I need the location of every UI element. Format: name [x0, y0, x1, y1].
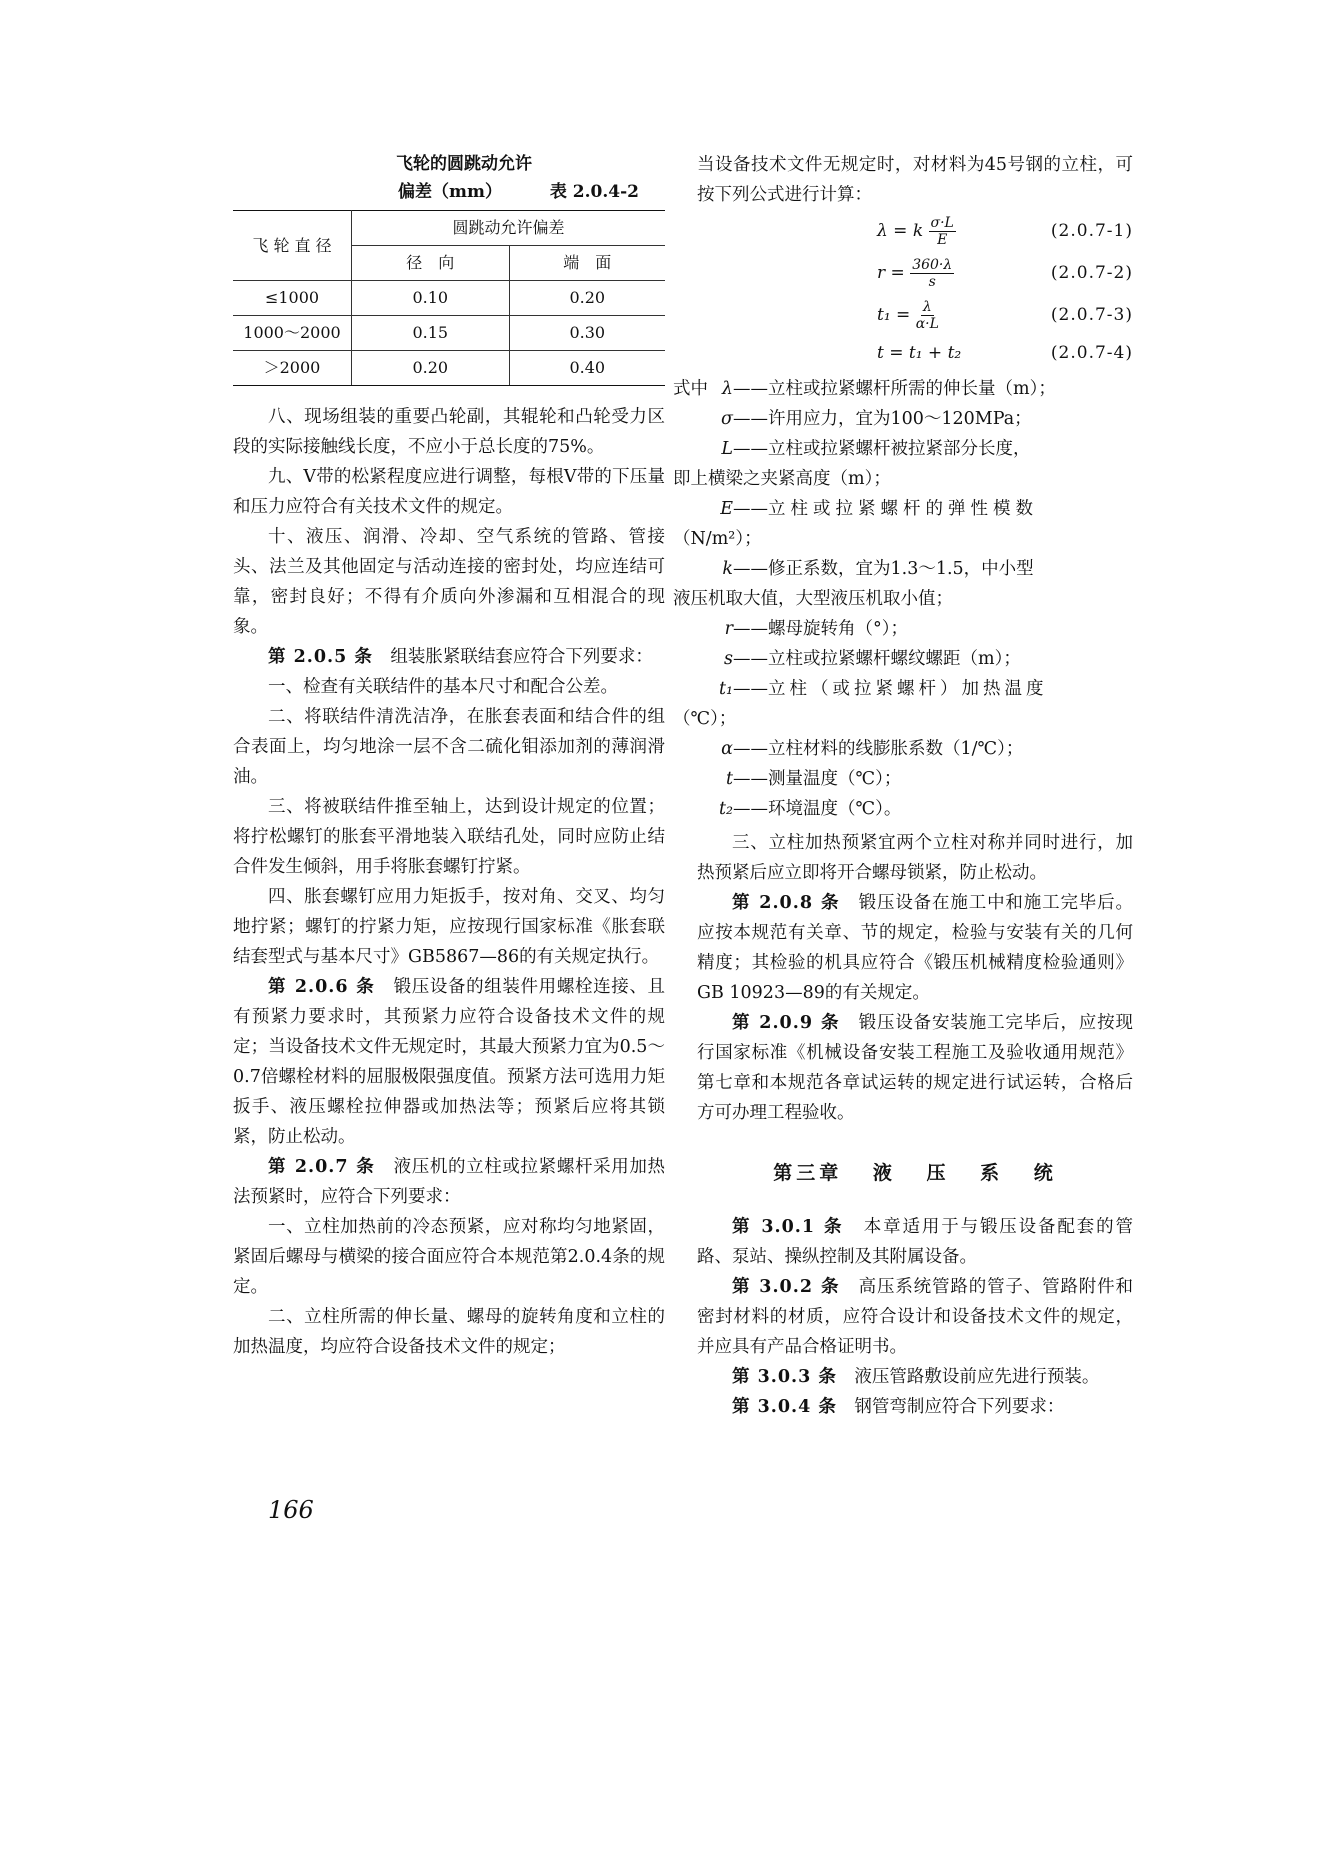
definition-text: 立柱或拉紧螺杆螺纹螺距（m）； — [768, 649, 1021, 669]
article-number: 第 3.0.4 条 — [732, 1397, 837, 1417]
symbol: t — [725, 769, 733, 789]
definition-item: k —— 修正系数，宜为1.3～1.5，中小型 — [673, 554, 1133, 584]
fraction — [910, 257, 954, 290]
article-number: 第 2.0.5 条 — [268, 647, 373, 667]
formula-lhs: r = — [877, 262, 905, 283]
article-number: 第 3.0.3 条 — [732, 1367, 837, 1387]
paragraph: 一、检查有关联结件的基本尺寸和配合公差。 — [268, 677, 618, 697]
table-caption: 飞轮的圆跳动允许 — [396, 154, 532, 174]
formula-number: (2.0.7-3) — [1050, 305, 1133, 325]
header-runout: 圆跳动允许偏差 — [352, 211, 666, 246]
cell-diameter: ＞2000 — [233, 351, 352, 386]
right-column — [673, 150, 1134, 1422]
runout-table — [233, 210, 665, 386]
fraction-numerator: λ — [922, 298, 932, 315]
formula-lhs: λ = k — [877, 220, 924, 241]
formula-number: (2.0.7-2) — [1050, 263, 1133, 283]
definition-item: σ —— 许用应力，宜为100～120MPa； — [673, 404, 1133, 434]
formula-number: (2.0.7-4) — [1050, 343, 1133, 363]
table-row — [233, 316, 665, 351]
table-row — [233, 281, 665, 316]
chapter-heading — [697, 1158, 1133, 1188]
symbol: λ — [721, 379, 733, 399]
definition-text: 立柱或拉紧螺杆被拉紧部分长度， — [768, 439, 1031, 459]
fraction-numerator: σ·L — [930, 214, 954, 231]
paragraph: 二、立柱所需的伸长量、螺母的旋转角度和立柱的加热温度，均应符合设备技术文件的规定； — [233, 1307, 665, 1357]
table-header-row — [233, 211, 665, 246]
symbol-definitions — [673, 374, 1133, 824]
chapter-title-char: 系 — [980, 1162, 1004, 1184]
article-text: 锻压设备在施工中和施工完毕后。应按本规范有关章、节的规定，检验与安装有关的几何精度；其检验的机具应符合《锻压机械精度检验通则》GB 10923—89的有关规定。 — [697, 893, 1134, 1003]
cell-radial: 0.10 — [352, 281, 510, 316]
header-face: 端 面 — [509, 246, 665, 281]
symbol: L — [721, 439, 733, 459]
article-number: 第 2.0.6 条 — [268, 977, 376, 997]
chapter-number: 第三章 — [773, 1162, 843, 1184]
article-3-0-3 — [697, 1362, 1133, 1392]
definition-item: t₁ —— 立柱（或拉紧螺杆）加热温度 — [673, 674, 1133, 704]
definition-text: 螺母旋转角（°）； — [768, 619, 908, 639]
definition-item: E —— 立柱或拉紧螺杆的弹性模数 — [673, 494, 1133, 524]
article-text: 高压系统管路的管子、管路附件和密封材料的材质，应符合设计和设备技术文件的规定，并应具有产品合格证明书。 — [697, 1277, 1134, 1357]
article-text: 锻压设备的组装件用螺栓连接、且有预紧力要求时，其预紧力应符合设备技术文件的规定；当设备技术文件无规定时，其最大预紧力宜为0.5～0.7倍螺栓材料的屈服极限强度值。预紧方法可选用力矩扳手、液压螺栓拉伸器或加热法等；预紧后应将其锁紧，防止松动。 — [233, 977, 665, 1147]
definition-item: 式中 λ —— 立柱或拉紧螺杆所需的伸长量（m）； — [673, 374, 1133, 404]
formula-lhs: t = t₁ + t₂ — [877, 343, 962, 363]
symbol: s — [724, 649, 733, 669]
symbol: E — [720, 499, 733, 519]
symbol: α — [721, 739, 733, 759]
definition-continuation: （N/m²）； — [673, 529, 762, 549]
article-text: 本章适用于与锻压设备配套的管路、泵站、操纵控制及其附属设备。 — [697, 1217, 1134, 1267]
formula-3 — [697, 294, 1133, 336]
fraction-numerator: 360·λ — [912, 256, 953, 273]
cell-radial: 0.20 — [352, 351, 510, 386]
article-text: 锻压设备安装施工完毕后，应按现行国家标准《机械设备安装工程施工及验收通用规范》第七章和本规范各章试运转的规定进行试运转，合格后方可办理工程验收。 — [697, 1013, 1134, 1123]
article-number: 第 2.0.7 条 — [268, 1157, 376, 1177]
cell-face: 0.40 — [509, 351, 665, 386]
table-row — [233, 351, 665, 386]
fraction — [916, 299, 939, 332]
left-column — [233, 150, 665, 1362]
article-number: 第 3.0.2 条 — [732, 1277, 841, 1297]
paragraph: 当设备技术文件无规定时，对材料为45号钢的立柱，可按下列公式进行计算： — [697, 155, 1133, 205]
formula-number: (2.0.7-1) — [1050, 221, 1133, 241]
cell-face: 0.30 — [509, 316, 665, 351]
paragraph: 九、V带的松紧程度应进行调整，每根V带的下压量和压力应符合有关技术文件的规定。 — [233, 467, 665, 517]
chapter-title-char: 液 — [872, 1162, 896, 1184]
definition-text: 修正系数，宜为1.3～1.5，中小型 — [768, 559, 1034, 579]
formula-lhs: t₁ = — [877, 304, 911, 325]
paragraph: 八、现场组装的重要凸轮副，其辊轮和凸轮受力区段的实际接触线长度，不应小于总长度的75%。 — [233, 407, 665, 457]
article-2-0-9 — [697, 1008, 1133, 1128]
definition-text: 环境温度（℃）。 — [768, 799, 902, 819]
paragraph: 十、液压、润滑、冷却、空气系统的管路、管接头、法兰及其他固定与活动连接的密封处，均应连结可靠，密封良好；不得有介质向外渗漏和互相混合的现象。 — [233, 527, 665, 637]
page-number: 166 — [268, 1496, 314, 1524]
paragraph: 二、将联结件清洗洁净，在胀套表面和结合件的组合表面上，均匀地涂一层不含二硫化钼添加剂的薄润滑油。 — [233, 707, 665, 787]
cell-diameter: 1000～2000 — [233, 316, 352, 351]
paragraph: 四、胀套螺钉应用力矩扳手，按对角、交叉、均匀地拧紧；螺钉的拧紧力矩，应按现行国家标准《胀套联结套型式与基本尺寸》GB5867—86的有关规定执行。 — [233, 887, 665, 967]
table-number: 表 2.0.4-2 — [549, 182, 639, 202]
article-2-0-7 — [233, 1152, 665, 1212]
cell-radial: 0.15 — [352, 316, 510, 351]
table-caption-line2 — [233, 178, 665, 206]
symbol: t₁ — [718, 679, 733, 699]
header-diameter: 飞 轮 直 径 — [233, 211, 352, 281]
definition-text: 立柱材料的线膨胀系数（1/℃）； — [768, 739, 1024, 759]
definition-text: 立柱（或拉紧螺杆）加热温度 — [768, 679, 1048, 699]
symbol: k — [722, 559, 733, 579]
symbol: t₂ — [718, 799, 733, 819]
paragraph: 三、立柱加热预紧宜两个立柱对称并同时进行，加热预紧后应立即将开合螺母锁紧，防止松动。 — [697, 833, 1133, 883]
article-2-0-8 — [697, 888, 1133, 1008]
paragraph: 三、将被联结件推至轴上，达到设计规定的位置；将拧松螺钉的胀套平滑地装入联结孔处，同时应防止结合件发生倾斜，用手将胀套螺钉拧紧。 — [233, 797, 665, 877]
definition-item: t₂ —— 环境温度（℃）。 — [673, 794, 1133, 824]
formula-2 — [697, 252, 1133, 294]
article-number: 第 2.0.9 条 — [732, 1013, 841, 1033]
article-text: 钢管弯制应符合下列要求： — [836, 1397, 1065, 1417]
definition-continuation: （℃）； — [673, 709, 737, 729]
header-radial: 径 向 — [352, 246, 510, 281]
definition-text: 立柱或拉紧螺杆所需的伸长量（m）； — [768, 379, 1056, 399]
formula-4 — [697, 336, 1133, 370]
article-text: 组装胀紧联结套应符合下列要求： — [372, 647, 653, 667]
article-3-0-1 — [697, 1212, 1133, 1272]
symbol: r — [724, 619, 733, 639]
definition-item: r —— 螺母旋转角（°）； — [673, 614, 1133, 644]
article-text: 液压机的立柱或拉紧螺杆采用加热法预紧时，应符合下列要求： — [233, 1157, 665, 1207]
fraction-denominator: E — [937, 231, 948, 248]
definition-continuation: 液压机取大值，大型液压机取小值； — [673, 589, 953, 609]
article-2-0-6 — [233, 972, 665, 1152]
paragraph: 一、立柱加热前的冷态预紧，应对称均匀地紧固，紧固后螺母与横梁的接合面应符合本规范第2.0.4条的规定。 — [233, 1217, 665, 1297]
chapter-title-char: 压 — [926, 1162, 950, 1184]
article-3-0-4 — [697, 1392, 1133, 1422]
definition-item: α —— 立柱材料的线膨胀系数（1/℃）； — [673, 734, 1133, 764]
fraction-denominator: α·L — [915, 315, 939, 332]
symbol: σ — [721, 409, 733, 429]
definition-item: L —— 立柱或拉紧螺杆被拉紧部分长度， — [673, 434, 1133, 464]
definition-text: 立柱或拉紧螺杆的弹性模数 — [768, 499, 1038, 519]
cell-diameter: ≤1000 — [233, 281, 352, 316]
definition-item: s —— 立柱或拉紧螺杆螺纹螺距（m）； — [673, 644, 1133, 674]
chapter-title-char: 统 — [1033, 1162, 1057, 1184]
formula-1 — [697, 210, 1133, 252]
article-number: 第 3.0.1 条 — [732, 1217, 845, 1237]
article-number: 第 2.0.8 条 — [732, 893, 841, 913]
definition-continuation: 即上横梁之夹紧高度（m）； — [673, 469, 891, 489]
article-text: 液压管路敷设前应先进行预装。 — [836, 1367, 1100, 1387]
definition-text: 许用应力，宜为100～120MPa； — [768, 409, 1032, 429]
fraction-denominator: s — [928, 273, 936, 290]
table-caption-unit: 偏差（mm） — [398, 182, 502, 202]
article-3-0-2 — [697, 1272, 1133, 1362]
article-2-0-5 — [233, 642, 665, 672]
where-label: 式中 — [673, 379, 708, 399]
definition-item: t —— 测量温度（℃）； — [673, 764, 1133, 794]
fraction — [929, 215, 956, 248]
cell-face: 0.20 — [509, 281, 665, 316]
definition-text: 测量温度（℃）； — [768, 769, 902, 789]
